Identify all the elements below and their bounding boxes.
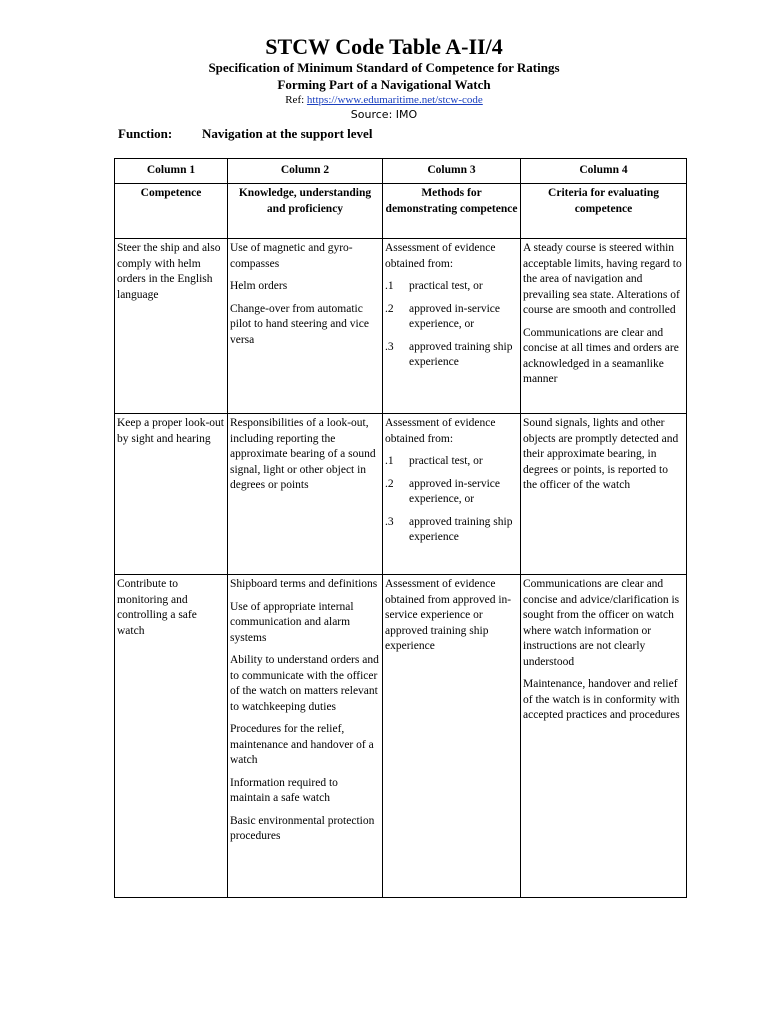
knowledge-item: Shipboard terms and definitions [230, 578, 378, 590]
knowledge-item: Information required to maintain a safe watch [230, 776, 338, 804]
knowledge-item: Use of magnetic and gyro-compasses [230, 242, 353, 270]
function-line [118, 126, 373, 142]
function-value: Navigation at the support level [202, 126, 373, 141]
method-item [385, 279, 518, 295]
knowledge-item: Helm orders [230, 280, 288, 292]
subheader-competence: Competence [115, 184, 228, 239]
knowledge-cell [228, 239, 383, 414]
methods-intro: Assessment of evidence obtained from: [385, 417, 496, 445]
competence-cell: Keep a proper look-out by sight and hearing [115, 414, 228, 575]
method-number: .1 [385, 455, 394, 467]
page-title: STCW Code Table A-II/4 [265, 34, 503, 59]
method-text: practical test, or [409, 455, 483, 467]
criteria-item: Sound signals, lights and other objects are promptly detected and their approximate bearing, in degrees or points, is reported to the officer of the watch [523, 417, 679, 491]
method-text: approved training ship experience [409, 340, 513, 368]
knowledge-cell [228, 414, 383, 575]
subheader-row [115, 184, 687, 239]
knowledge-item: Basic environmental protection procedures [230, 814, 375, 842]
knowledge-item: Procedures for the relief, maintenance and handover of a watch [230, 723, 374, 766]
reference-line [0, 94, 768, 106]
method-item [385, 515, 518, 546]
methods-cell [383, 575, 521, 898]
method-number: .1 [385, 280, 394, 292]
methods-intro: Assessment of evidence obtained from: [385, 242, 496, 270]
competence-cell: Steer the ship and also comply with helm orders in the English language [115, 239, 228, 414]
column-header-row [115, 159, 687, 184]
knowledge-cell [228, 575, 383, 898]
criteria-item: Communications are clear and concise and advice/clarification is sought from the officer on watch where watch information or instructions are not clearly understood [523, 578, 680, 668]
method-text: practical test, or [409, 280, 483, 292]
method-number: .3 [385, 340, 394, 353]
criteria-cell [521, 239, 687, 414]
column-header-1: Column 1 [115, 159, 228, 184]
method-item [385, 454, 518, 470]
subtitle-line-1: Specification of Minimum Standard of Competence for Ratings [208, 60, 560, 75]
competence-table [114, 158, 687, 898]
method-item [385, 302, 518, 333]
criteria-item: Communications are clear and concise at all times and orders are acknowledged in a seamanlike manner [523, 326, 679, 385]
knowledge-item: Use of appropriate internal communication and alarm systems [230, 600, 354, 644]
competence-cell: Contribute to monitoring and controlling a safe watch [115, 575, 228, 898]
function-label: Function: [118, 126, 173, 141]
table-row [115, 414, 687, 575]
method-text: approved in-service experience, or [409, 302, 501, 330]
column-header-3: Column 3 [383, 159, 521, 184]
method-item [385, 340, 518, 371]
method-text: approved in-service experience, or [409, 477, 501, 505]
table-row [115, 239, 687, 414]
criteria-item: Maintenance, handover and relief of the watch is in conformity with accepted practices and procedures [523, 678, 680, 721]
methods-cell [383, 414, 521, 575]
criteria-cell [521, 414, 687, 575]
method-item [385, 477, 518, 508]
subheader-criteria: Criteria for evaluating competence [521, 184, 687, 239]
method-number: .2 [385, 477, 394, 490]
column-header-2: Column 2 [228, 159, 383, 184]
source-line: Source: IMO [350, 108, 418, 121]
criteria-cell [521, 575, 687, 898]
subheader-knowledge: Knowledge, understanding and proficiency [228, 184, 383, 239]
knowledge-item: Ability to understand orders and to communicate with the officer of the watch on matters relevant to watchkeeping duties [230, 654, 379, 713]
methods-intro: Assessment of evidence obtained from approved in-service experience or approved training ship experience [385, 578, 512, 652]
knowledge-item: Change-over from automatic pilot to hand steering and vice versa [230, 302, 369, 346]
knowledge-item: Responsibilities of a look-out, including reporting the approximate bearing of a sound signal, light or other object in degrees or points [230, 417, 376, 491]
subheader-methods: Methods for demonstrating competence [383, 184, 521, 239]
method-number: .2 [385, 302, 394, 315]
criteria-item: A steady course is steered within acceptable limits, having regard to the area of navigation and prevailing sea state. Alterations of course are smooth and controlled [523, 242, 682, 316]
ref-label: Ref: [285, 94, 305, 106]
methods-cell [383, 239, 521, 414]
subtitle-line-2: Forming Part of a Navigational Watch [277, 77, 491, 92]
ref-link[interactable]: https://www.edumaritime.net/stcw-code [306, 94, 483, 106]
method-text: approved training ship experience [409, 515, 513, 543]
method-number: .3 [385, 515, 394, 528]
table-row [115, 575, 687, 898]
column-header-4: Column 4 [521, 159, 687, 184]
